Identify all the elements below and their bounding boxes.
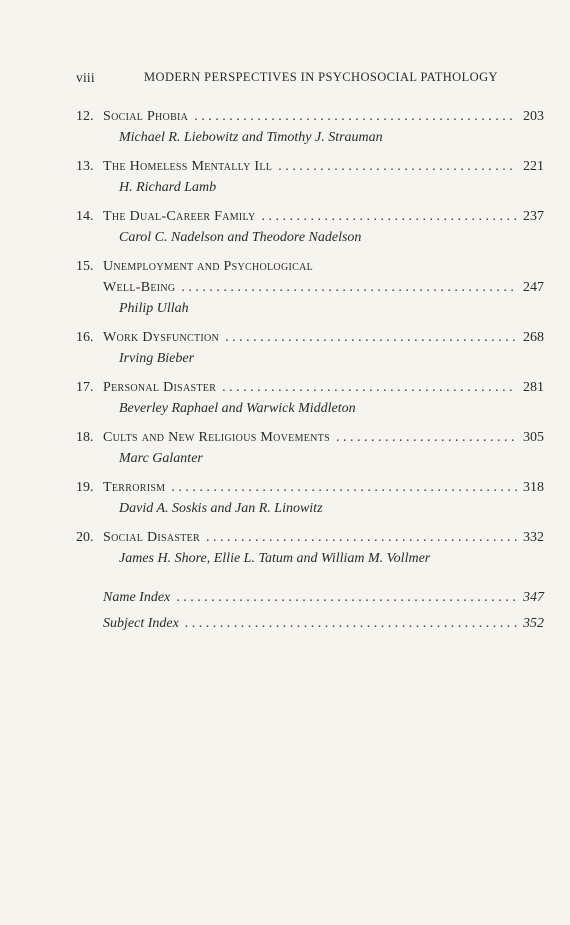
chapter-number: 18. — [76, 430, 94, 445]
dot-leader — [225, 327, 517, 348]
index-page: 352 — [523, 616, 544, 631]
chapter-title: Cults and New Religious Movements — [103, 430, 330, 445]
dot-leader — [261, 206, 517, 227]
table-of-contents — [76, 106, 544, 639]
chapter-title: The Dual-Career Family — [103, 209, 256, 224]
dot-leader — [194, 106, 517, 127]
chapter-number: 13. — [76, 159, 94, 174]
chapter-title-continued: Well-Being — [103, 280, 176, 295]
chapter-page: 318 — [523, 480, 544, 495]
dot-leader — [336, 427, 517, 448]
dot-leader — [171, 477, 517, 498]
chapter-page: 268 — [523, 330, 544, 345]
chapter-title: Work Dysfunction — [103, 330, 220, 345]
chapter-number: 19. — [76, 480, 94, 495]
toc-entry — [76, 477, 544, 519]
index-entry — [76, 613, 544, 634]
toc-entry — [76, 256, 544, 319]
chapter-page: 237 — [523, 209, 544, 224]
chapter-authors: Marc Galanter — [119, 451, 203, 466]
spacer — [76, 577, 544, 587]
chapter-page: 281 — [523, 380, 544, 395]
chapter-authors: H. Richard Lamb — [119, 180, 217, 195]
index-label: Subject Index — [103, 616, 179, 631]
dot-leader — [185, 613, 517, 634]
chapter-number: 17. — [76, 380, 94, 395]
index-entry — [76, 587, 544, 608]
chapter-authors: Carol C. Nadelson and Theodore Nadelson — [119, 230, 362, 245]
toc-entry — [76, 156, 544, 198]
toc-entry — [76, 206, 544, 248]
chapter-number: 20. — [76, 530, 94, 545]
chapter-title: Personal Disaster — [103, 380, 217, 395]
chapter-number: 14. — [76, 209, 94, 224]
index-page: 347 — [523, 590, 544, 605]
chapter-page: 221 — [523, 159, 544, 174]
toc-entry — [76, 327, 544, 369]
dot-leader — [176, 587, 517, 608]
chapter-page: 305 — [523, 430, 544, 445]
chapter-authors: Michael R. Liebowitz and Timothy J. Strauman — [119, 130, 383, 145]
chapter-title: Unemployment and Psychological — [103, 259, 314, 274]
chapter-title: The Homeless Mentally Ill — [103, 159, 273, 174]
chapter-authors: Philip Ullah — [119, 301, 189, 316]
running-head: MODERN PERSPECTIVES IN PSYCHOSOCIAL PATHOLOGY — [144, 70, 498, 84]
chapter-title: Terrorism — [103, 480, 166, 495]
index-label: Name Index — [103, 590, 171, 605]
chapter-authors: Irving Bieber — [119, 351, 195, 366]
chapter-page: 247 — [523, 280, 544, 295]
page-number: viii — [76, 70, 95, 85]
chapter-page: 203 — [523, 109, 544, 124]
chapter-title: Social Disaster — [103, 530, 201, 545]
dot-leader — [206, 527, 517, 548]
chapter-authors: Beverley Raphael and Warwick Middleton — [119, 401, 356, 416]
chapter-number: 12. — [76, 109, 94, 124]
dot-leader — [222, 377, 517, 398]
toc-entry — [76, 527, 544, 569]
chapter-authors: David A. Soskis and Jan R. Linowitz — [119, 501, 323, 516]
chapter-title: Social Phobia — [103, 109, 189, 124]
toc-entry — [76, 106, 544, 148]
toc-entry — [76, 427, 544, 469]
dot-leader — [181, 277, 517, 298]
chapter-number: 16. — [76, 330, 94, 345]
dot-leader — [278, 156, 517, 177]
chapter-number: 15. — [76, 259, 94, 274]
chapter-page: 332 — [523, 530, 544, 545]
toc-entry — [76, 377, 544, 419]
chapter-authors: James H. Shore, Ellie L. Tatum and William M. Vollmer — [119, 551, 431, 566]
